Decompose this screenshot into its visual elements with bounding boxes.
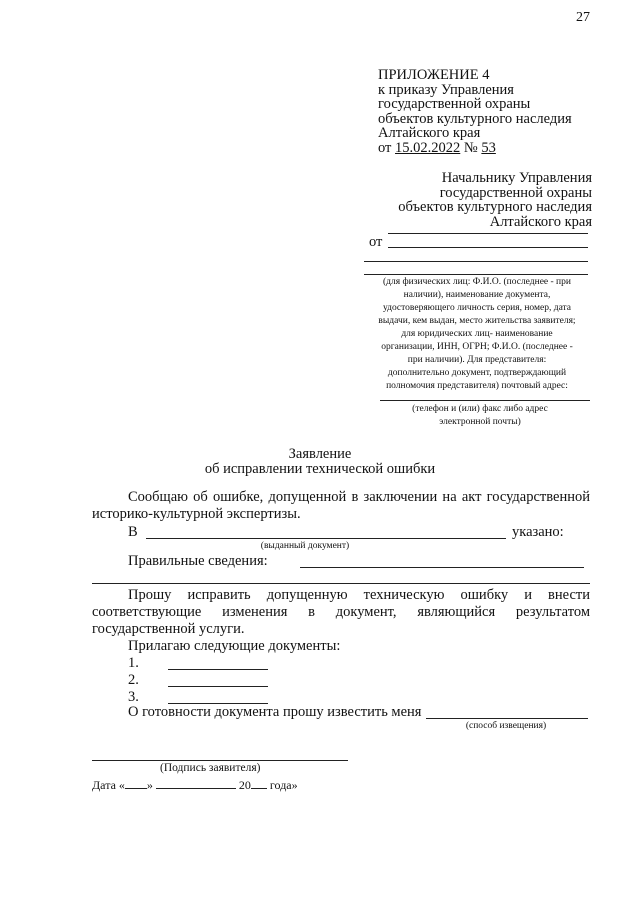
date-line: Дата « » 20 года»: [92, 778, 298, 792]
appendix-block: [378, 68, 572, 155]
month-field[interactable]: [156, 778, 236, 789]
report-line: историко-культурной экспертизы.: [92, 506, 301, 522]
request-line: государственной услуги.: [92, 621, 245, 637]
signature-field[interactable]: [92, 760, 348, 761]
attachment-number: 3.: [128, 689, 139, 705]
document-field[interactable]: [146, 538, 506, 539]
applicant-line-top[interactable]: [388, 233, 588, 234]
applicant-line[interactable]: [364, 261, 588, 262]
attachment-number: 1.: [128, 655, 139, 671]
order-number: 53: [481, 139, 496, 156]
contact-line[interactable]: [380, 400, 590, 401]
addressee-block: [398, 171, 592, 229]
signature-hint: (Подпись заявителя): [160, 762, 261, 774]
appendix-line: объектов культурного наследия: [378, 110, 572, 127]
appendix-line: Алтайского края: [378, 125, 481, 141]
title-line: Заявление: [288, 446, 352, 462]
attachment-field[interactable]: [168, 686, 268, 687]
appendix-line: к приказу Управления: [378, 81, 514, 98]
in-label: В: [128, 524, 138, 540]
addressee-line: Начальнику Управления: [441, 170, 592, 186]
attachment-number: 2.: [128, 672, 139, 688]
correct-label: Правильные сведения:: [128, 553, 268, 569]
request-line: Прошу исправить допущенную техническую ошибку и внести: [128, 587, 590, 603]
page-number: 27: [576, 10, 590, 25]
correct-field[interactable]: [300, 567, 584, 568]
applicant-hint: (для физических лиц: Ф.И.О. (последнее - при наличии), наименование документа, удостоверяющего личность серия, номер, дата выдачи, кем выдан, место жительства заявителя; для юридических лиц- наименование организации, ИНН, ОГРН; Ф.И.О. (последнее - при наличии). Для представителя: дополнительно документ, подтверждающий полномочия представителя) почтовый адрес:: [378, 277, 576, 391]
report-line: Сообщаю об ошибке, допущенной в заключении на акт государственной: [128, 489, 590, 505]
notify-hint: (способ извещения): [465, 721, 547, 731]
title-line: об исправлении технической ошибки: [204, 460, 436, 477]
day-field[interactable]: [125, 778, 147, 789]
addressee-line: Алтайского края: [489, 213, 592, 230]
addressee-line: объектов культурного наследия: [398, 199, 592, 215]
document-title: [0, 447, 640, 476]
appendix-order-date: от 15.02.2022 № 53: [378, 139, 496, 156]
year-field[interactable]: [251, 778, 267, 789]
contact-hint: (телефон и (или) факс либо адрес электронной почты): [412, 404, 548, 427]
attach-label: Прилагаю следующие документы:: [128, 638, 341, 654]
applicant-line[interactable]: [388, 247, 588, 248]
applicant-line[interactable]: [364, 274, 588, 275]
appendix-line: государственной охраны: [378, 96, 531, 112]
notify-field[interactable]: [426, 718, 588, 719]
order-date: 15.02.2022: [395, 139, 461, 156]
from-label: от: [369, 234, 383, 250]
notify-label: О готовности документа прошу известить меня: [128, 704, 422, 720]
attachment-field[interactable]: [168, 669, 268, 670]
issued-doc-hint: (выданный документ): [260, 541, 350, 551]
request-line: соответствующие изменения в документ, являющийся результатом: [92, 604, 590, 620]
correct-field-2[interactable]: [92, 583, 590, 584]
appendix-title: ПРИЛОЖЕНИЕ 4: [378, 67, 490, 83]
addressee-line: государственной охраны: [439, 184, 592, 201]
indicated-label: указано:: [512, 524, 564, 540]
